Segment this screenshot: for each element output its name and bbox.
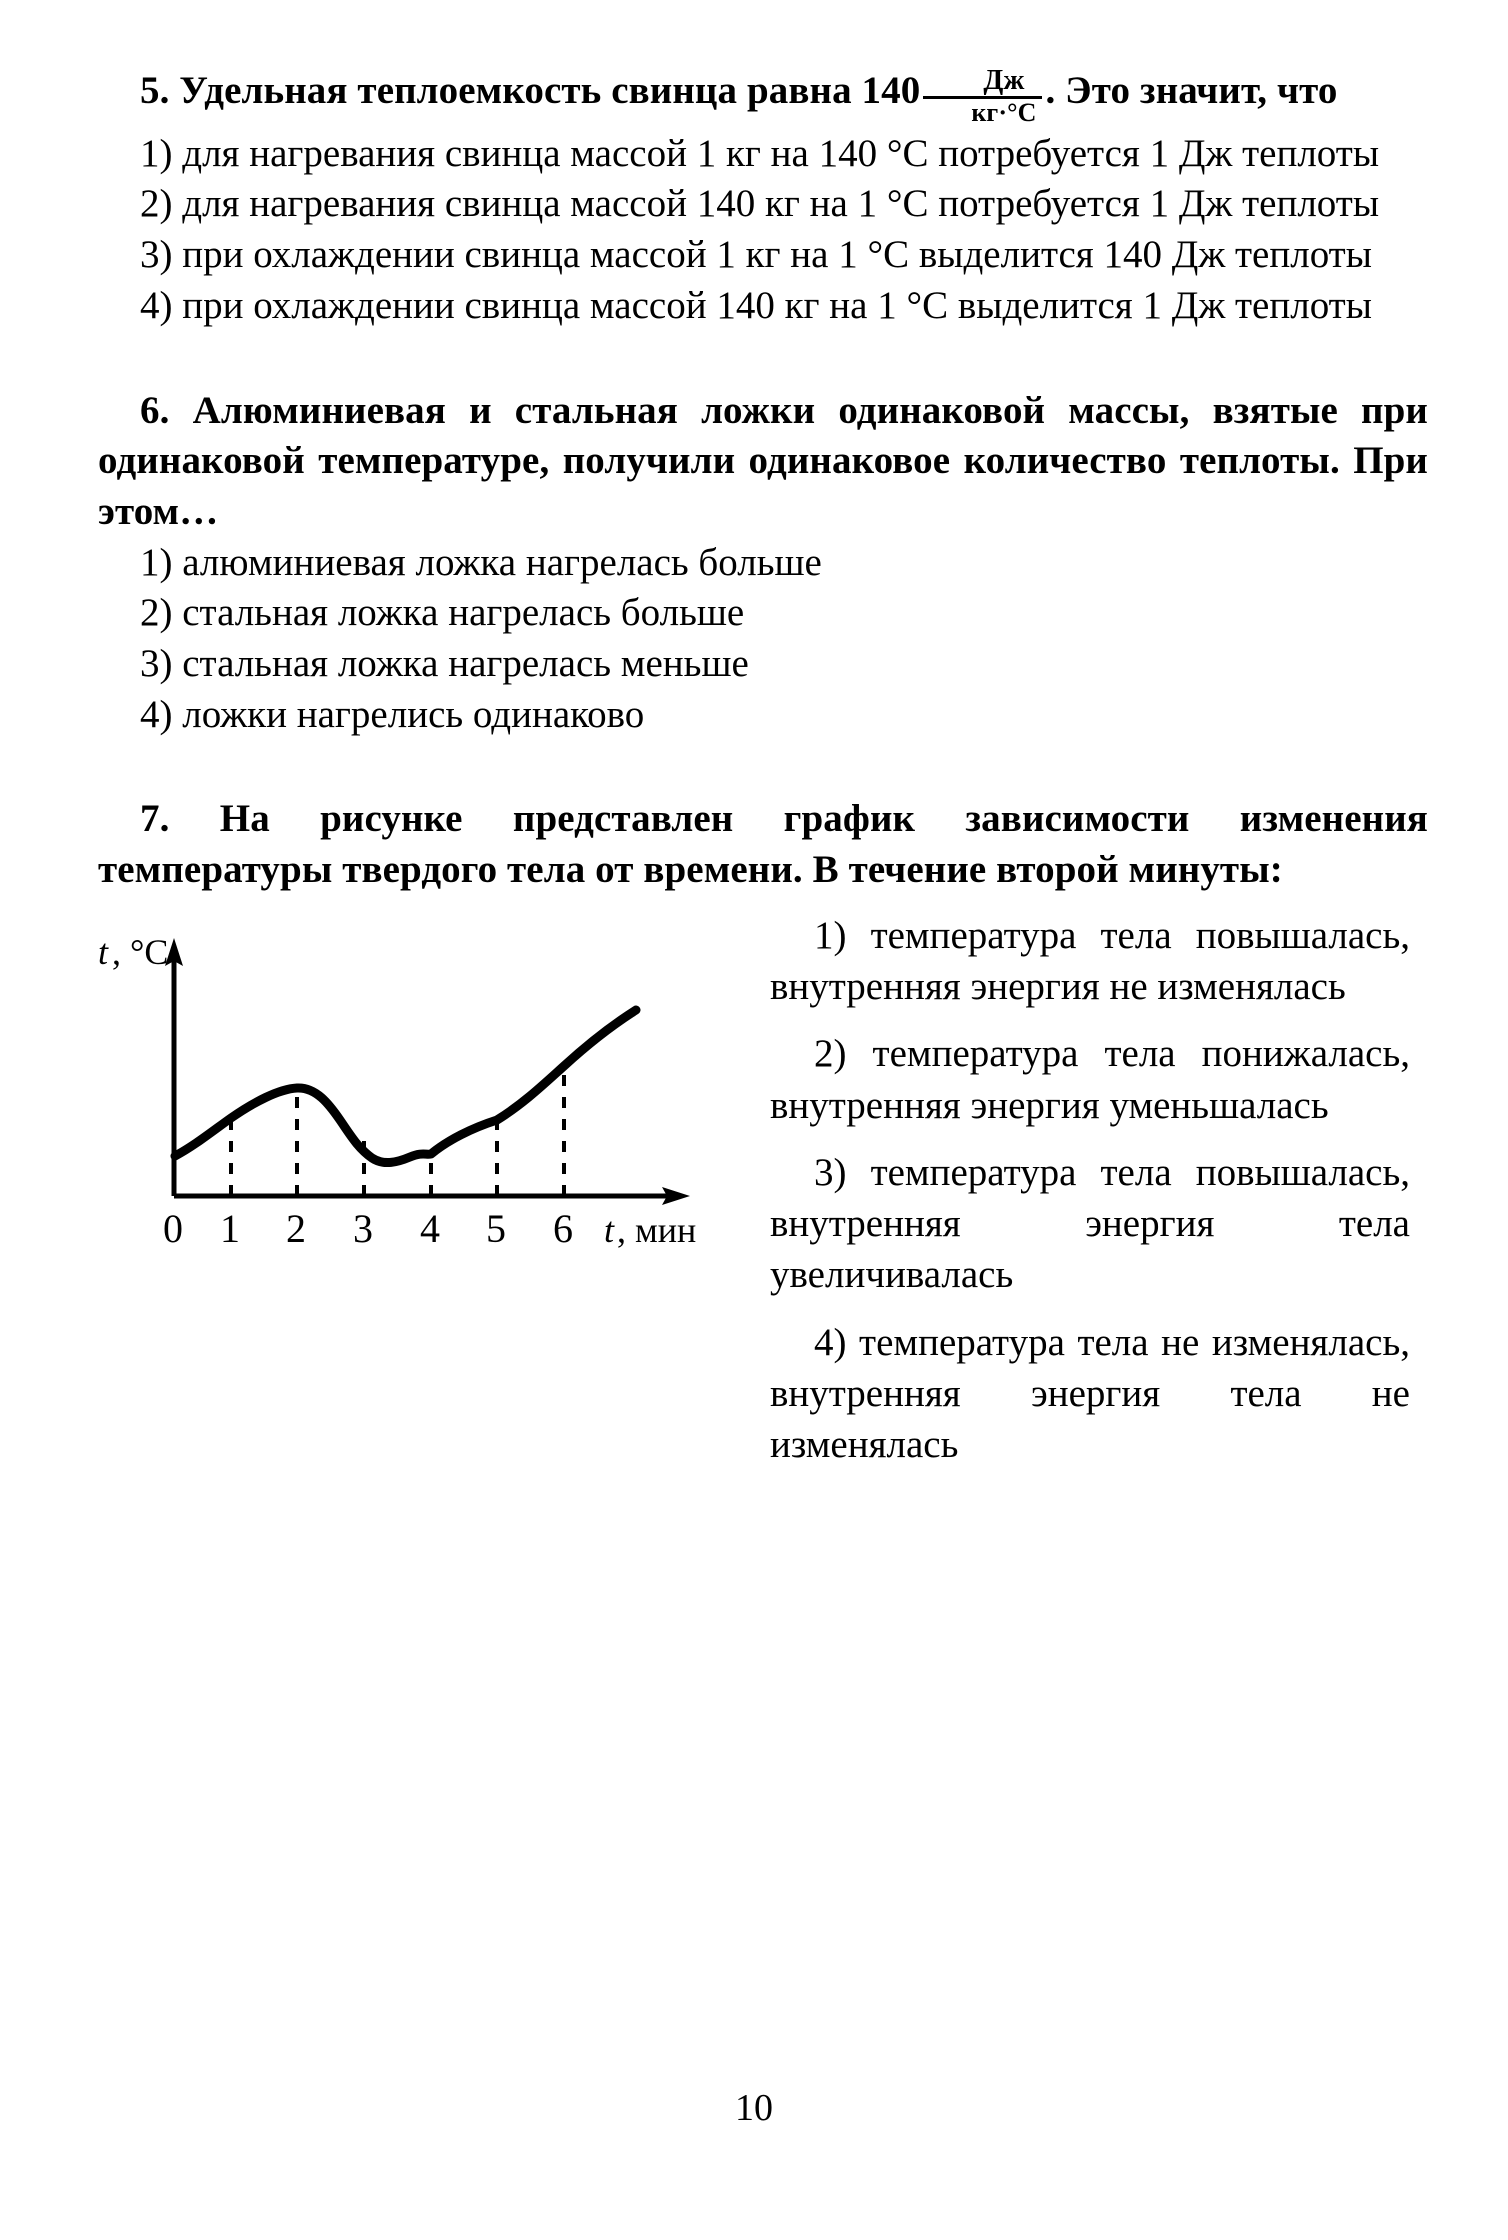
question-5-option-2: 2) для нагревания свинца массой 140 кг на 1 °С потребуется 1 Дж теплоты xyxy=(140,182,1380,226)
x-axis-label-unit: , мин xyxy=(617,1209,697,1250)
temperature-curve xyxy=(175,1010,636,1163)
question-7-stem: 7. На рисунке представлен график зависимости изменения температуры твердого тела от времени. В течение второй минуты: xyxy=(98,797,1428,892)
x-tick-label-0: 0 xyxy=(163,1205,183,1251)
fraction-joule-per-kg-celsius xyxy=(923,63,1042,128)
question-7-option-1: 1) температура тела повышалась, внутренняя энергия не изменялась xyxy=(770,913,1410,1008)
stem-figure-spacer xyxy=(98,896,1428,910)
question-6-option-2: 2) стальная ложка нагрелась больше xyxy=(140,591,745,635)
question-5-option-4: 4) при охлаждении свинца массой 140 кг на 1 °С выделится 1 Дж теплоты xyxy=(140,283,1372,327)
temperature-time-chart xyxy=(76,924,716,1264)
question-7-body xyxy=(98,910,1428,1610)
y-axis-label-unit: , °С xyxy=(112,931,169,972)
x-axis-label-symbol: t xyxy=(604,1209,615,1250)
question-6-option-4: 4) ложки нагрелись одинаково xyxy=(140,692,645,736)
fraction-numerator: Дж xyxy=(983,63,1025,96)
question-6-option-3: 3) стальная ложка нагрелась меньше xyxy=(140,641,749,685)
question-6-stem: 6. Алюминиевая и стальная ложки одинаковой массы, взятые при одинаковой температуре, получили одинаковое количество теплоты. При этом… xyxy=(98,388,1428,533)
x-tick-label-4: 4 xyxy=(420,1205,440,1251)
question-7-option-2: 2) температура тела понижалась, внутренняя энергия уменьшалась xyxy=(770,1032,1410,1127)
x-tick-label-5: 5 xyxy=(486,1205,506,1251)
question-5-option-3: 3) при охлаждении свинца массой 1 кг на 1 °С выделится 140 Дж теплоты xyxy=(140,233,1372,277)
fraction-denominator: кг·°С xyxy=(971,98,1037,128)
x-tick-label-6: 6 xyxy=(553,1205,573,1251)
question-7-options xyxy=(770,910,1410,1471)
question-5-stem xyxy=(98,63,1428,129)
x-tick-label-1: 1 xyxy=(220,1205,240,1251)
x-tick-label-3: 3 xyxy=(353,1205,373,1251)
question-5-stem-part1: 5. Удельная теплоемкость свинца равна 140 xyxy=(140,69,921,112)
section-spacer xyxy=(98,332,1428,386)
temperature-time-graph-figure xyxy=(76,924,716,1264)
x-tick-label-2: 2 xyxy=(286,1205,306,1251)
question-7-option-4: 4) температура тела не изменялась, внутренняя энергия тела не изменялась xyxy=(770,1320,1410,1467)
question-6-option-1: 1) алюминиевая ложка нагрелась больше xyxy=(140,540,822,584)
question-5-option-1: 1) для нагревания свинца массой 1 кг на 140 °С потребуется 1 Дж теплоты xyxy=(140,131,1380,175)
question-5 xyxy=(98,63,1428,332)
question-7 xyxy=(98,794,1428,1609)
section-spacer xyxy=(98,740,1428,794)
question-5-stem-part2: . Это значит, что xyxy=(1045,69,1338,112)
y-axis-label-symbol: t xyxy=(98,931,109,972)
question-6 xyxy=(98,386,1428,741)
page-number: 10 xyxy=(735,2087,773,2129)
question-7-option-3: 3) температура тела повышалась, внутренняя энергия тела увеличивалась xyxy=(770,1150,1410,1297)
page-content xyxy=(98,63,1428,1610)
